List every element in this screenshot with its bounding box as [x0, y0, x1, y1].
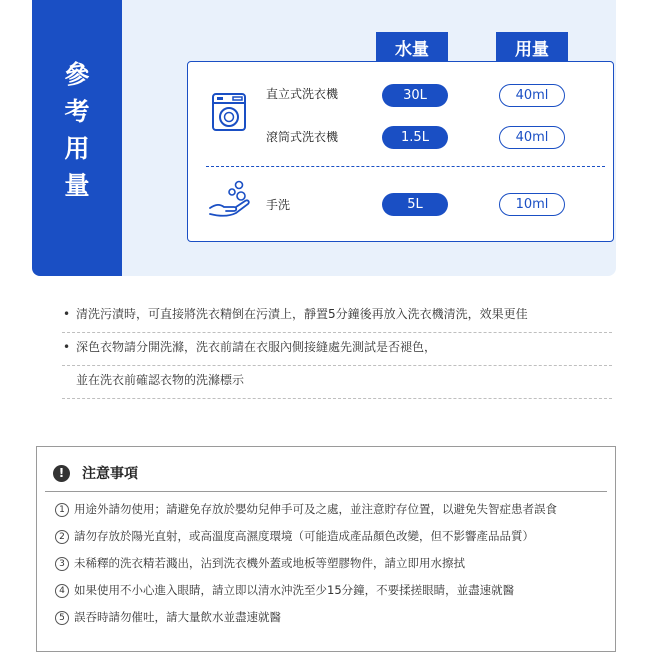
notice-title: 注意事項	[82, 466, 138, 482]
water-value-upright: 30L	[382, 84, 448, 107]
reference-usage-panel	[32, 0, 616, 276]
row-label-upright-washer: 直立式洗衣機	[266, 87, 339, 101]
water-value-drum: 1.5L	[382, 126, 448, 149]
notice-item: 1 用途外請勿使用；請避免存放於嬰幼兒伸手可及之處，並注意貯存位置，以避免失智症患者誤食	[55, 501, 557, 517]
usage-value-hand-wash: 10ml	[499, 193, 565, 216]
tip-item: • 清洗污漬時，可直接將洗衣精倒在污漬上，靜置5分鐘後再放入洗衣機清洗，效果更佳	[62, 300, 612, 333]
notice-divider	[45, 491, 607, 492]
tip-item: • 深色衣物請分開洗滌，洗衣前請在衣服內側接縫處先測試是否褪色，	[62, 333, 612, 366]
bullet-dot: •	[63, 307, 71, 321]
item-number: 2	[55, 530, 69, 544]
bullet-dot: •	[63, 340, 71, 354]
tip-item-continuation: 並在洗衣前確認衣物的洗滌標示	[62, 366, 612, 399]
notice-item: 4 如果使用不小心進入眼睛，請立即以清水沖洗至少15分鐘，不要揉搓眼睛，並盡速就醫	[55, 582, 514, 598]
notice-item: 3 未稀釋的洗衣精若濺出，沾到洗衣機外蓋或地板等塑膠物件，請立即用水擦拭	[55, 555, 465, 571]
item-number: 5	[55, 611, 69, 625]
water-column-header: 水量	[376, 32, 448, 62]
row-label-hand-wash: 手洗	[266, 198, 291, 212]
item-number: 4	[55, 584, 69, 598]
exclamation-icon: !	[53, 465, 70, 482]
notice-box	[36, 446, 616, 652]
usage-value-upright: 40ml	[499, 84, 565, 107]
water-value-hand-wash: 5L	[382, 193, 448, 216]
usage-column-header: 用量	[496, 32, 568, 62]
reference-usage-title: 參 考 用 量	[64, 60, 90, 200]
reference-usage-sidebar	[32, 0, 122, 276]
usage-table	[187, 61, 614, 242]
table-divider	[206, 166, 605, 167]
usage-value-drum: 40ml	[499, 126, 565, 149]
notice-item: 5 誤吞時請勿催吐，請大量飲水並盡速就醫	[55, 609, 281, 625]
notice-item: 2 請勿存放於陽光直射，或高溫度高濕度環境（可能造成產品顏色改變，但不影響產品品質）	[55, 528, 534, 544]
usage-tips	[62, 300, 612, 399]
hand-wash-icon	[208, 180, 252, 218]
row-label-drum-washer: 滾筒式洗衣機	[266, 130, 339, 144]
washing-machine-icon	[211, 92, 247, 132]
notice-header	[53, 463, 138, 483]
item-number: 3	[55, 557, 69, 571]
item-number: 1	[55, 503, 69, 517]
